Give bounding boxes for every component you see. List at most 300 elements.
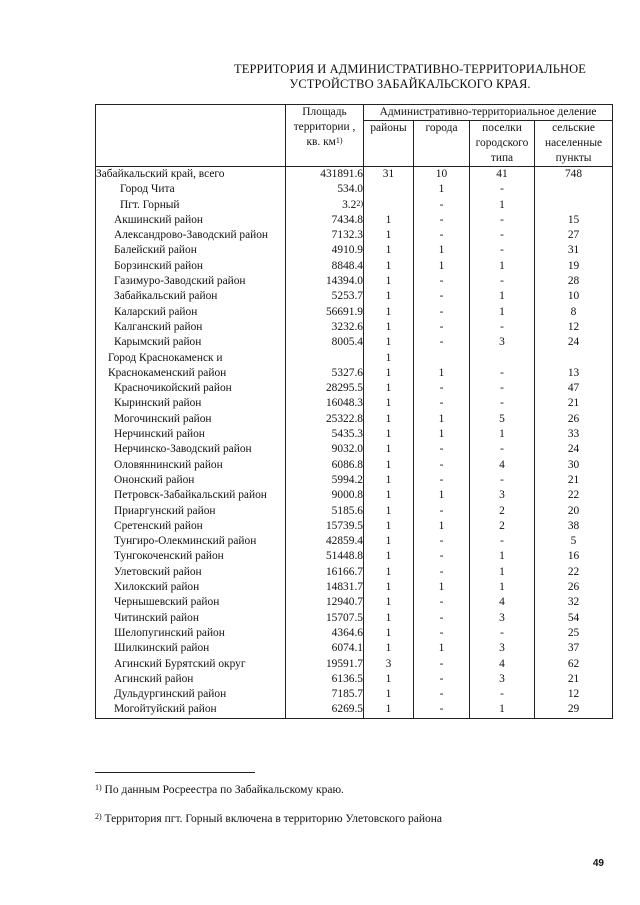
header-area (286, 105, 364, 167)
cell-poselki: 4 (470, 595, 535, 610)
cell-poselki: - (470, 534, 535, 549)
cell-poselki: 1 (470, 565, 535, 580)
cell-poselki: - (470, 626, 535, 641)
cell-name: Красночикойский район (96, 381, 286, 396)
cell-area-value: 42859.4 (325, 535, 363, 548)
cell-rayony: 1 (364, 672, 414, 687)
cell-poselki: - (470, 396, 535, 411)
page-number: 49 (592, 858, 604, 869)
cell-name: Забайкальский район (96, 289, 286, 304)
cell-area (286, 335, 364, 350)
cell-rayony: 1 (364, 611, 414, 626)
cell-name: Газимуро-Заводский район (96, 274, 286, 289)
cell-area (286, 351, 364, 366)
cell-name: Агинский Бурятский округ (96, 657, 286, 672)
table-row (96, 641, 613, 656)
header-area-label: Площадь территории , кв. км (293, 106, 356, 148)
cell-goroda: - (414, 198, 470, 213)
table-row (96, 702, 613, 718)
table-row (96, 473, 613, 488)
cell-name: Приаргунский район (96, 504, 286, 519)
cell-area (286, 167, 364, 183)
cell-rayony: 1 (364, 595, 414, 610)
cell-goroda: - (414, 274, 470, 289)
cell-area (286, 396, 364, 411)
table-row (96, 549, 613, 564)
cell-name: Краснокаменский район (96, 366, 286, 381)
cell-rayony: 1 (364, 381, 414, 396)
cell-name: Ононский район (96, 473, 286, 488)
cell-name: Могочинский район (96, 412, 286, 427)
cell-poselki: - (470, 442, 535, 457)
cell-area (286, 519, 364, 534)
cell-rayony: 1 (364, 213, 414, 228)
cell-rayony: 1 (364, 335, 414, 350)
cell-selskie: 54 (535, 611, 613, 626)
cell-goroda: - (414, 595, 470, 610)
header-goroda: города (414, 121, 470, 167)
cell-goroda: - (414, 672, 470, 687)
cell-area (286, 672, 364, 687)
cell-poselki: - (470, 243, 535, 258)
cell-rayony: 1 (364, 519, 414, 534)
cell-name: Оловяннинский район (96, 458, 286, 473)
cell-name: Петровск-Забайкальский район (96, 488, 286, 503)
cell-area-value: 6136.5 (331, 672, 363, 685)
table-row (96, 381, 613, 396)
cell-poselki: 4 (470, 458, 535, 473)
cell-area (286, 549, 364, 564)
cell-area-value: 19591.7 (325, 657, 363, 670)
cell-poselki: 1 (470, 305, 535, 320)
table-row (96, 412, 613, 427)
table-row (96, 534, 613, 549)
cell-area-value: 28295.5 (325, 382, 363, 395)
header-selskie: сельские населенные пункты (535, 121, 613, 167)
table-row (96, 335, 613, 350)
table-row (96, 672, 613, 687)
cell-area (286, 687, 364, 702)
cell-area-note: 2) (356, 198, 363, 208)
cell-rayony: 1 (364, 580, 414, 595)
cell-poselki: - (470, 381, 535, 396)
cell-selskie: 5 (535, 534, 613, 549)
table-row (96, 228, 613, 243)
table-row (96, 565, 613, 580)
cell-name: Чернышевский район (96, 595, 286, 610)
cell-selskie: 37 (535, 641, 613, 656)
cell-goroda: - (414, 504, 470, 519)
cell-area (286, 626, 364, 641)
table-row (96, 274, 613, 289)
table-row (96, 289, 613, 304)
table-row (96, 213, 613, 228)
header-area-note: 1) (335, 136, 343, 145)
page-title (200, 62, 620, 92)
cell-area-value: 4910.9 (331, 244, 363, 257)
cell-goroda: - (414, 565, 470, 580)
cell-selskie: 30 (535, 458, 613, 473)
cell-area-value: 8848.4 (331, 259, 363, 272)
cell-area (286, 259, 364, 274)
cell-goroda: - (414, 687, 470, 702)
cell-area (286, 289, 364, 304)
cell-area-value: 14394.0 (325, 275, 363, 288)
cell-poselki: - (470, 473, 535, 488)
cell-area-value: 56691.9 (325, 305, 363, 318)
cell-area (286, 228, 364, 243)
table-row (96, 366, 613, 381)
cell-rayony: 1 (364, 351, 414, 366)
cell-goroda: - (414, 228, 470, 243)
cell-area-value: 5253.7 (331, 290, 363, 303)
cell-area (286, 504, 364, 519)
cell-goroda: 1 (414, 519, 470, 534)
cell-goroda: - (414, 396, 470, 411)
cell-area (286, 565, 364, 580)
cell-area-value: 9000.8 (331, 489, 363, 502)
cell-selskie: 28 (535, 274, 613, 289)
cell-name: Хилокский район (96, 580, 286, 595)
cell-area-value: 51448.8 (325, 550, 363, 563)
cell-area (286, 213, 364, 228)
cell-name: Акшинский район (96, 213, 286, 228)
cell-name: Борзинский район (96, 259, 286, 274)
cell-area (286, 611, 364, 626)
cell-poselki: 1 (470, 289, 535, 304)
table-row (96, 305, 613, 320)
table-row (96, 687, 613, 702)
cell-area-value: 7185.7 (331, 688, 363, 701)
cell-name: Карымский район (96, 335, 286, 350)
cell-poselki: 3 (470, 488, 535, 503)
cell-poselki: 1 (470, 580, 535, 595)
cell-poselki: - (470, 274, 535, 289)
footnote-1 (95, 783, 385, 797)
table-row (96, 504, 613, 519)
cell-selskie: 8 (535, 305, 613, 320)
cell-goroda: 1 (414, 427, 470, 442)
cell-area-value: 431891.6 (320, 168, 363, 180)
cell-name: Сретенский район (96, 519, 286, 534)
cell-rayony: 1 (364, 259, 414, 274)
cell-area-value: 5994.2 (331, 473, 363, 486)
cell-selskie (535, 182, 613, 197)
cell-rayony: 1 (364, 702, 414, 718)
cell-selskie: 22 (535, 565, 613, 580)
title-line-2: УСТРОЙСТВО ЗАБАЙКАЛЬСКОГО КРАЯ. (289, 77, 531, 91)
cell-goroda: 1 (414, 488, 470, 503)
cell-poselki: - (470, 213, 535, 228)
cell-area-value: 4364.6 (331, 626, 363, 639)
cell-goroda: - (414, 534, 470, 549)
cell-name: Улетовский район (96, 565, 286, 580)
cell-rayony: 1 (364, 366, 414, 381)
cell-rayony: 1 (364, 305, 414, 320)
cell-name: Пгт. Горный (96, 198, 286, 213)
cell-goroda: 1 (414, 259, 470, 274)
footnote-1-mark: 1) (95, 783, 102, 792)
cell-selskie: 21 (535, 473, 613, 488)
table-row (96, 427, 613, 442)
cell-area (286, 458, 364, 473)
cell-selskie: 20 (535, 504, 613, 519)
cell-selskie: 748 (535, 167, 613, 183)
cell-name: Дульдургинский район (96, 687, 286, 702)
cell-selskie: 26 (535, 580, 613, 595)
cell-poselki: 1 (470, 427, 535, 442)
cell-name: Нерчинско-Заводский район (96, 442, 286, 457)
cell-goroda: 1 (414, 641, 470, 656)
table-row (96, 488, 613, 503)
cell-area-value: 3232.6 (331, 320, 363, 333)
cell-name: Александрово-Заводский район (96, 228, 286, 243)
cell-name: Город Чита (96, 182, 286, 197)
territory-table (95, 104, 613, 719)
cell-selskie: 27 (535, 228, 613, 243)
cell-poselki: 1 (470, 259, 535, 274)
cell-poselki: - (470, 182, 535, 197)
cell-name: Калганский район (96, 320, 286, 335)
cell-selskie: 16 (535, 549, 613, 564)
cell-selskie: 47 (535, 381, 613, 396)
cell-name: Агинский район (96, 672, 286, 687)
cell-area (286, 488, 364, 503)
cell-selskie: 24 (535, 442, 613, 457)
cell-goroda: - (414, 549, 470, 564)
cell-goroda: - (414, 320, 470, 335)
cell-goroda: - (414, 626, 470, 641)
cell-goroda: - (414, 305, 470, 320)
cell-selskie: 26 (535, 412, 613, 427)
cell-rayony: 1 (364, 243, 414, 258)
cell-area-value: 15739.5 (325, 519, 363, 532)
table-row (96, 259, 613, 274)
cell-poselki: 3 (470, 611, 535, 626)
cell-goroda: - (414, 473, 470, 488)
cell-goroda: - (414, 442, 470, 457)
cell-rayony: 1 (364, 488, 414, 503)
cell-area (286, 182, 364, 197)
cell-poselki: 2 (470, 504, 535, 519)
cell-rayony: 1 (364, 504, 414, 519)
table-row (96, 198, 613, 213)
cell-area-value: 16166.7 (325, 565, 363, 578)
cell-goroda: - (414, 335, 470, 350)
cell-poselki: 41 (470, 167, 535, 183)
table-row (96, 611, 613, 626)
cell-area (286, 243, 364, 258)
cell-name: Нерчинский район (96, 427, 286, 442)
cell-poselki: 3 (470, 641, 535, 656)
cell-area (286, 580, 364, 595)
cell-rayony: 1 (364, 274, 414, 289)
table-row (96, 442, 613, 457)
cell-selskie: 25 (535, 626, 613, 641)
cell-goroda: - (414, 611, 470, 626)
cell-area-value: 6074.1 (331, 642, 363, 655)
cell-area (286, 595, 364, 610)
cell-area-value: 7132.3 (331, 229, 363, 242)
cell-rayony (364, 198, 414, 213)
cell-name: Каларский район (96, 305, 286, 320)
footnote-2-text: Территория пгт. Горный включена в территорию Улетовского района (104, 813, 443, 825)
cell-area-value: 8005.4 (331, 336, 363, 349)
cell-name: Читинский район (96, 611, 286, 626)
cell-goroda: - (414, 458, 470, 473)
cell-selskie: 10 (535, 289, 613, 304)
cell-rayony: 1 (364, 687, 414, 702)
cell-rayony: 1 (364, 289, 414, 304)
cell-rayony: 1 (364, 458, 414, 473)
cell-poselki: 1 (470, 198, 535, 213)
header-name-column (96, 105, 286, 167)
cell-poselki: 3 (470, 335, 535, 350)
cell-area-value: 12940.7 (325, 596, 363, 609)
cell-goroda: 1 (414, 182, 470, 197)
table-row (96, 595, 613, 610)
cell-poselki: 3 (470, 672, 535, 687)
header-admin-division: Административно-территориальное деление (364, 105, 613, 121)
cell-selskie (535, 351, 613, 366)
cell-area (286, 641, 364, 656)
cell-poselki: - (470, 320, 535, 335)
cell-area (286, 320, 364, 335)
cell-rayony: 1 (364, 412, 414, 427)
table-row (96, 458, 613, 473)
cell-goroda: 1 (414, 243, 470, 258)
cell-rayony (364, 182, 414, 197)
cell-rayony: 1 (364, 641, 414, 656)
cell-selskie: 22 (535, 488, 613, 503)
cell-rayony: 1 (364, 565, 414, 580)
cell-name: Тунгокоченский район (96, 549, 286, 564)
table-row (96, 626, 613, 641)
cell-selskie: 38 (535, 519, 613, 534)
cell-poselki: 1 (470, 549, 535, 564)
cell-name: Балейский район (96, 243, 286, 258)
cell-selskie: 21 (535, 396, 613, 411)
cell-selskie: 24 (535, 335, 613, 350)
cell-rayony: 1 (364, 534, 414, 549)
cell-rayony: 3 (364, 657, 414, 672)
cell-name: Шелопугинский район (96, 626, 286, 641)
cell-rayony: 1 (364, 320, 414, 335)
cell-area (286, 198, 364, 213)
cell-area (286, 427, 364, 442)
cell-area (286, 412, 364, 427)
cell-name: Город Краснокаменск и (96, 351, 286, 366)
cell-goroda: - (414, 213, 470, 228)
cell-poselki: 4 (470, 657, 535, 672)
cell-area-value: 5435.3 (331, 428, 363, 441)
cell-area (286, 473, 364, 488)
cell-name: Шилкинский район (96, 641, 286, 656)
cell-rayony: 1 (364, 442, 414, 457)
cell-area-value: 3.2 (342, 198, 357, 211)
cell-poselki: - (470, 228, 535, 243)
cell-area-value: 14831.7 (325, 581, 363, 594)
cell-poselki: 5 (470, 412, 535, 427)
cell-goroda: - (414, 289, 470, 304)
cell-selskie: 15 (535, 213, 613, 228)
cell-area (286, 381, 364, 396)
cell-poselki: - (470, 366, 535, 381)
cell-area-value: 5327.6 (331, 366, 363, 379)
cell-name: Забайкальский край, всего (96, 167, 286, 183)
table-row (96, 519, 613, 534)
cell-name: Могойтуйский район (96, 702, 286, 718)
cell-rayony: 1 (364, 396, 414, 411)
cell-area-value: 534.0 (337, 183, 363, 196)
cell-poselki: - (470, 687, 535, 702)
cell-area-value: 6269.5 (331, 703, 363, 716)
cell-area-value: 9032.0 (331, 443, 363, 456)
table-row (96, 657, 613, 672)
cell-name: Кыринский район (96, 396, 286, 411)
cell-rayony: 1 (364, 427, 414, 442)
cell-selskie: 13 (535, 366, 613, 381)
cell-goroda: - (414, 702, 470, 718)
table-row (96, 396, 613, 411)
table-row (96, 580, 613, 595)
cell-rayony: 31 (364, 167, 414, 183)
cell-area-value: 16048.3 (325, 397, 363, 410)
cell-area (286, 657, 364, 672)
table-row (96, 182, 613, 197)
cell-selskie: 19 (535, 259, 613, 274)
cell-poselki: 2 (470, 519, 535, 534)
cell-goroda (414, 351, 470, 366)
cell-selskie (535, 198, 613, 213)
cell-area (286, 366, 364, 381)
cell-selskie: 12 (535, 320, 613, 335)
cell-area-value: 6086.8 (331, 458, 363, 471)
footnote-2 (95, 812, 575, 826)
cell-selskie: 21 (535, 672, 613, 687)
cell-area (286, 442, 364, 457)
cell-area-value: 15707.5 (325, 611, 363, 624)
cell-goroda: - (414, 381, 470, 396)
cell-goroda: - (414, 657, 470, 672)
cell-rayony: 1 (364, 549, 414, 564)
cell-selskie: 12 (535, 687, 613, 702)
cell-area (286, 305, 364, 320)
cell-goroda: 1 (414, 580, 470, 595)
cell-selskie: 33 (535, 427, 613, 442)
footnote-2-mark: 2) (95, 812, 102, 821)
cell-poselki (470, 351, 535, 366)
table-body (96, 167, 613, 719)
cell-poselki: 1 (470, 702, 535, 718)
header-poselki: поселки городского типа (470, 121, 535, 167)
cell-selskie: 31 (535, 243, 613, 258)
cell-selskie: 62 (535, 657, 613, 672)
cell-goroda: 10 (414, 167, 470, 183)
cell-rayony: 1 (364, 626, 414, 641)
footnote-divider (95, 772, 255, 773)
table-row (96, 320, 613, 335)
cell-selskie: 29 (535, 702, 613, 718)
table-row (96, 351, 613, 366)
cell-goroda: 1 (414, 366, 470, 381)
table-row (96, 243, 613, 258)
cell-selskie: 32 (535, 595, 613, 610)
title-line-1: ТЕРРИТОРИЯ И АДМИНИСТРАТИВНО-ТЕРРИТОРИАЛЬНОЕ (234, 62, 586, 76)
cell-name: Тунгиро-Олекминский район (96, 534, 286, 549)
cell-area-value: 5185.6 (331, 504, 363, 517)
cell-area (286, 534, 364, 549)
